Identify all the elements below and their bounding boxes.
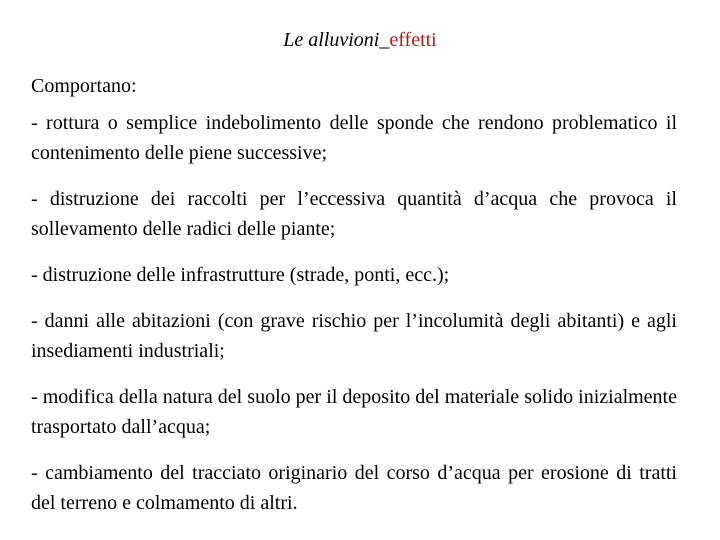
title-main: Le alluvioni_ (283, 29, 390, 51)
list-item: - cambiamento del tracciato originario del corso d’acqua per erosione di tratti del terreno e colmamento di altri. (31, 462, 677, 514)
intro-text: Comportano: (31, 75, 137, 97)
list-item: - modifica della natura del suolo per il deposito del materiale solido inizialmente trasportato dall’acqua; (31, 386, 677, 438)
list-item: - danni alle abitazioni (con grave rischio per l’incolumità degli abitanti) e agli insediamenti industriali; (31, 310, 677, 362)
effects-list (31, 108, 677, 534)
list-item: - rottura o semplice indebolimento delle sponde che rendono problematico il contenimento delle piene successive; (31, 112, 677, 164)
page-title (0, 27, 720, 53)
list-item: - distruzione delle infrastrutture (strade, ponti, ecc.); (31, 264, 450, 286)
title-accent: effetti (389, 29, 437, 51)
list-item: - distruzione dei raccolti per l’eccessiva quantità d’acqua che provoca il sollevamento delle radici delle piante; (31, 188, 677, 240)
